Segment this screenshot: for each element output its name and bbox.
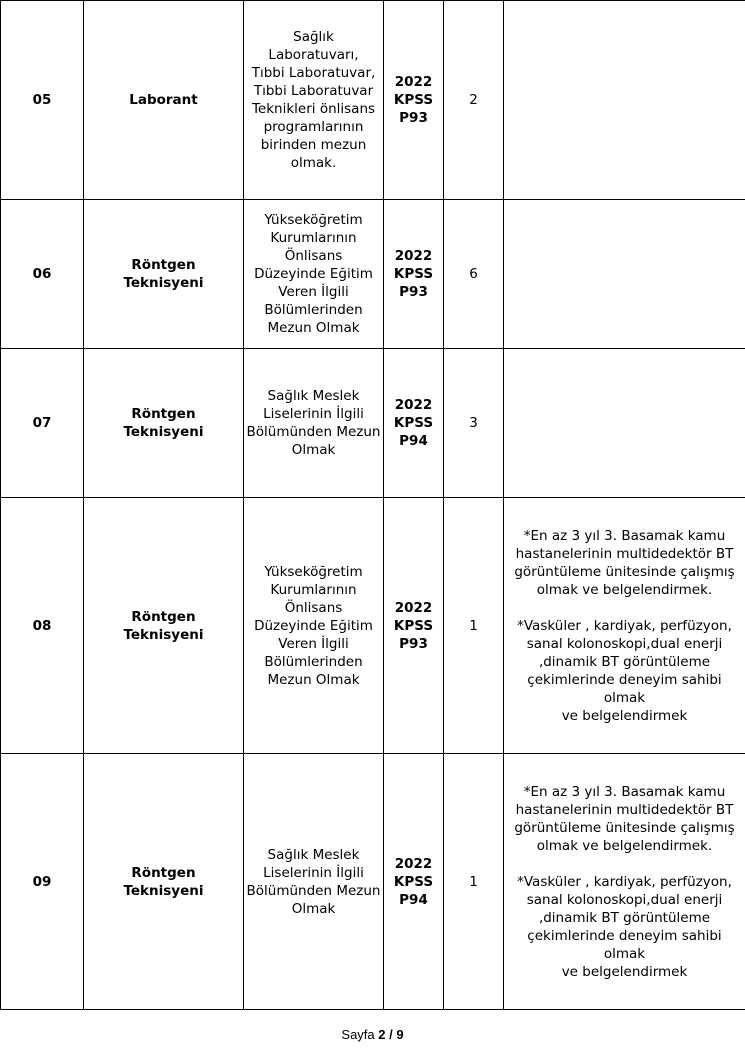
- position-title-line: Röntgen: [131, 864, 196, 881]
- position-count: 1: [444, 498, 504, 754]
- condition-line: ve belgelendirmek: [561, 963, 688, 980]
- special-conditions: [504, 1, 745, 200]
- exam-line: KPSS: [393, 415, 434, 431]
- position-title: [84, 1, 244, 200]
- education-line: Veren İlgili: [278, 635, 349, 652]
- education-line: Düzeyinde Eğitim: [254, 266, 373, 282]
- row-number: 09: [1, 754, 84, 1010]
- education-line: Önlisans: [284, 599, 343, 616]
- paragraph-gap: [506, 599, 743, 617]
- exam-type: [384, 349, 444, 498]
- education-line: Bölümünden Mezun: [246, 424, 381, 440]
- education-requirement: [244, 754, 384, 1010]
- table-row: [1, 349, 745, 498]
- row-number: 07: [1, 349, 84, 498]
- position-title-line: Röntgen: [131, 257, 196, 273]
- position-count: 1: [444, 754, 504, 1010]
- position-count: 3: [444, 349, 504, 498]
- exam-line: P93: [399, 284, 428, 300]
- exam-type: [384, 498, 444, 754]
- exam-type: [384, 200, 444, 349]
- position-title-line: Teknisyeni: [123, 626, 204, 643]
- exam-line: 2022: [394, 397, 433, 413]
- education-line: Kurumlarının: [270, 581, 357, 598]
- position-title-line: Laborant: [129, 92, 198, 108]
- position-title: [84, 349, 244, 498]
- education-requirement: [244, 349, 384, 498]
- row-number: 06: [1, 200, 84, 349]
- exam-line: 2022: [394, 248, 433, 264]
- education-line: Veren İlgili: [278, 284, 349, 300]
- education-line: Sağlık Laboratuvarı,: [268, 29, 359, 63]
- education-line: Teknikleri önlisans: [251, 101, 376, 117]
- education-line: Olmak: [291, 442, 336, 458]
- education-line: Mezun Olmak: [267, 320, 360, 336]
- condition-line: hastanelerinin multidedektör BT: [515, 801, 734, 818]
- position-title: [84, 200, 244, 349]
- condition-line: sanal kolonoskopi,dual enerji: [526, 635, 723, 652]
- condition-line: ,dinamik BT görüntüleme: [538, 653, 711, 670]
- exam-line: KPSS: [393, 92, 434, 108]
- position-title: [84, 754, 244, 1010]
- condition-line: *En az 3 yıl 3. Basamak kamu: [523, 527, 726, 544]
- paragraph-gap: [506, 855, 743, 873]
- condition-line: sanal kolonoskopi,dual enerji: [526, 891, 723, 908]
- exam-line: 2022: [394, 599, 433, 616]
- education-line: Tıbbi Laboratuvar,: [251, 65, 376, 81]
- condition-line: görüntüleme ünitesinde çalışmış: [514, 563, 735, 580]
- education-line: Yükseköğretim: [264, 212, 363, 228]
- education-requirement: [244, 1, 384, 200]
- education-line: programlarının: [263, 119, 364, 135]
- row-number: 05: [1, 1, 84, 200]
- education-line: Önlisans: [284, 248, 343, 264]
- position-title-line: Röntgen: [131, 608, 196, 625]
- education-line: Mezun Olmak: [267, 671, 360, 688]
- education-line: Liselerinin İlgili: [263, 406, 364, 422]
- page-label: Sayfa: [341, 1027, 375, 1042]
- positions-table-body: [1, 1, 745, 1010]
- education-line: Tıbbi Laboratuvar: [253, 83, 374, 99]
- position-count: 2: [444, 1, 504, 200]
- condition-line: çekimlerinde deneyim sahibi olmak: [527, 671, 722, 706]
- education-line: Yükseköğretim: [264, 563, 363, 580]
- table-row: [1, 754, 745, 1010]
- position-count: 6: [444, 200, 504, 349]
- exam-line: P93: [399, 110, 428, 126]
- exam-type: [384, 1, 444, 200]
- exam-line: P94: [399, 891, 428, 908]
- special-conditions: [504, 200, 745, 349]
- special-conditions: [504, 349, 745, 498]
- exam-line: P93: [399, 635, 428, 652]
- education-line: Kurumlarının: [270, 230, 357, 246]
- special-conditions: [504, 498, 745, 754]
- position-title-line: Teknisyeni: [123, 424, 204, 440]
- table-row: [1, 498, 745, 754]
- exam-line: 2022: [394, 855, 433, 872]
- exam-line: KPSS: [393, 266, 434, 282]
- condition-line: görüntüleme ünitesinde çalışmış: [514, 819, 735, 836]
- page-footer: [0, 1027, 745, 1042]
- condition-line: hastanelerinin multidedektör BT: [515, 545, 734, 562]
- education-line: Liselerinin İlgili: [263, 864, 364, 881]
- page-number: 2 / 9: [378, 1027, 404, 1042]
- table-row: [1, 200, 745, 349]
- condition-line: *En az 3 yıl 3. Basamak kamu: [523, 783, 726, 800]
- position-title-line: Teknisyeni: [123, 882, 204, 899]
- education-line: Bölümlerinden: [264, 302, 363, 318]
- row-number: 08: [1, 498, 84, 754]
- position-title: [84, 498, 244, 754]
- condition-line: *Vasküler , kardiyak, perfüzyon,: [517, 873, 732, 890]
- condition-line: çekimlerinde deneyim sahibi olmak: [527, 927, 722, 962]
- position-title-line: Röntgen: [131, 406, 196, 422]
- education-line: birinden mezun: [260, 137, 367, 153]
- education-requirement: [244, 200, 384, 349]
- education-line: olmak.: [290, 155, 337, 171]
- condition-line: ve belgelendirmek: [561, 707, 688, 724]
- position-title-line: Teknisyeni: [123, 275, 204, 291]
- exam-line: 2022: [394, 74, 433, 90]
- condition-line: olmak ve belgelendirmek.: [536, 581, 713, 598]
- education-line: Bölümünden Mezun: [246, 882, 381, 899]
- condition-line: olmak ve belgelendirmek.: [536, 837, 713, 854]
- table-row: [1, 1, 745, 200]
- education-line: Bölümlerinden: [264, 653, 363, 670]
- education-line: Sağlık Meslek: [267, 846, 360, 863]
- exam-type: [384, 754, 444, 1010]
- education-line: Sağlık Meslek: [267, 388, 360, 404]
- special-conditions: [504, 754, 745, 1010]
- exam-line: KPSS: [393, 617, 434, 634]
- condition-line: *Vasküler , kardiyak, perfüzyon,: [517, 617, 732, 634]
- education-line: Düzeyinde Eğitim: [254, 617, 373, 634]
- condition-line: ,dinamik BT görüntüleme: [538, 909, 711, 926]
- education-requirement: [244, 498, 384, 754]
- exam-line: KPSS: [393, 873, 434, 890]
- exam-line: P94: [399, 433, 428, 449]
- education-line: Olmak: [291, 900, 336, 917]
